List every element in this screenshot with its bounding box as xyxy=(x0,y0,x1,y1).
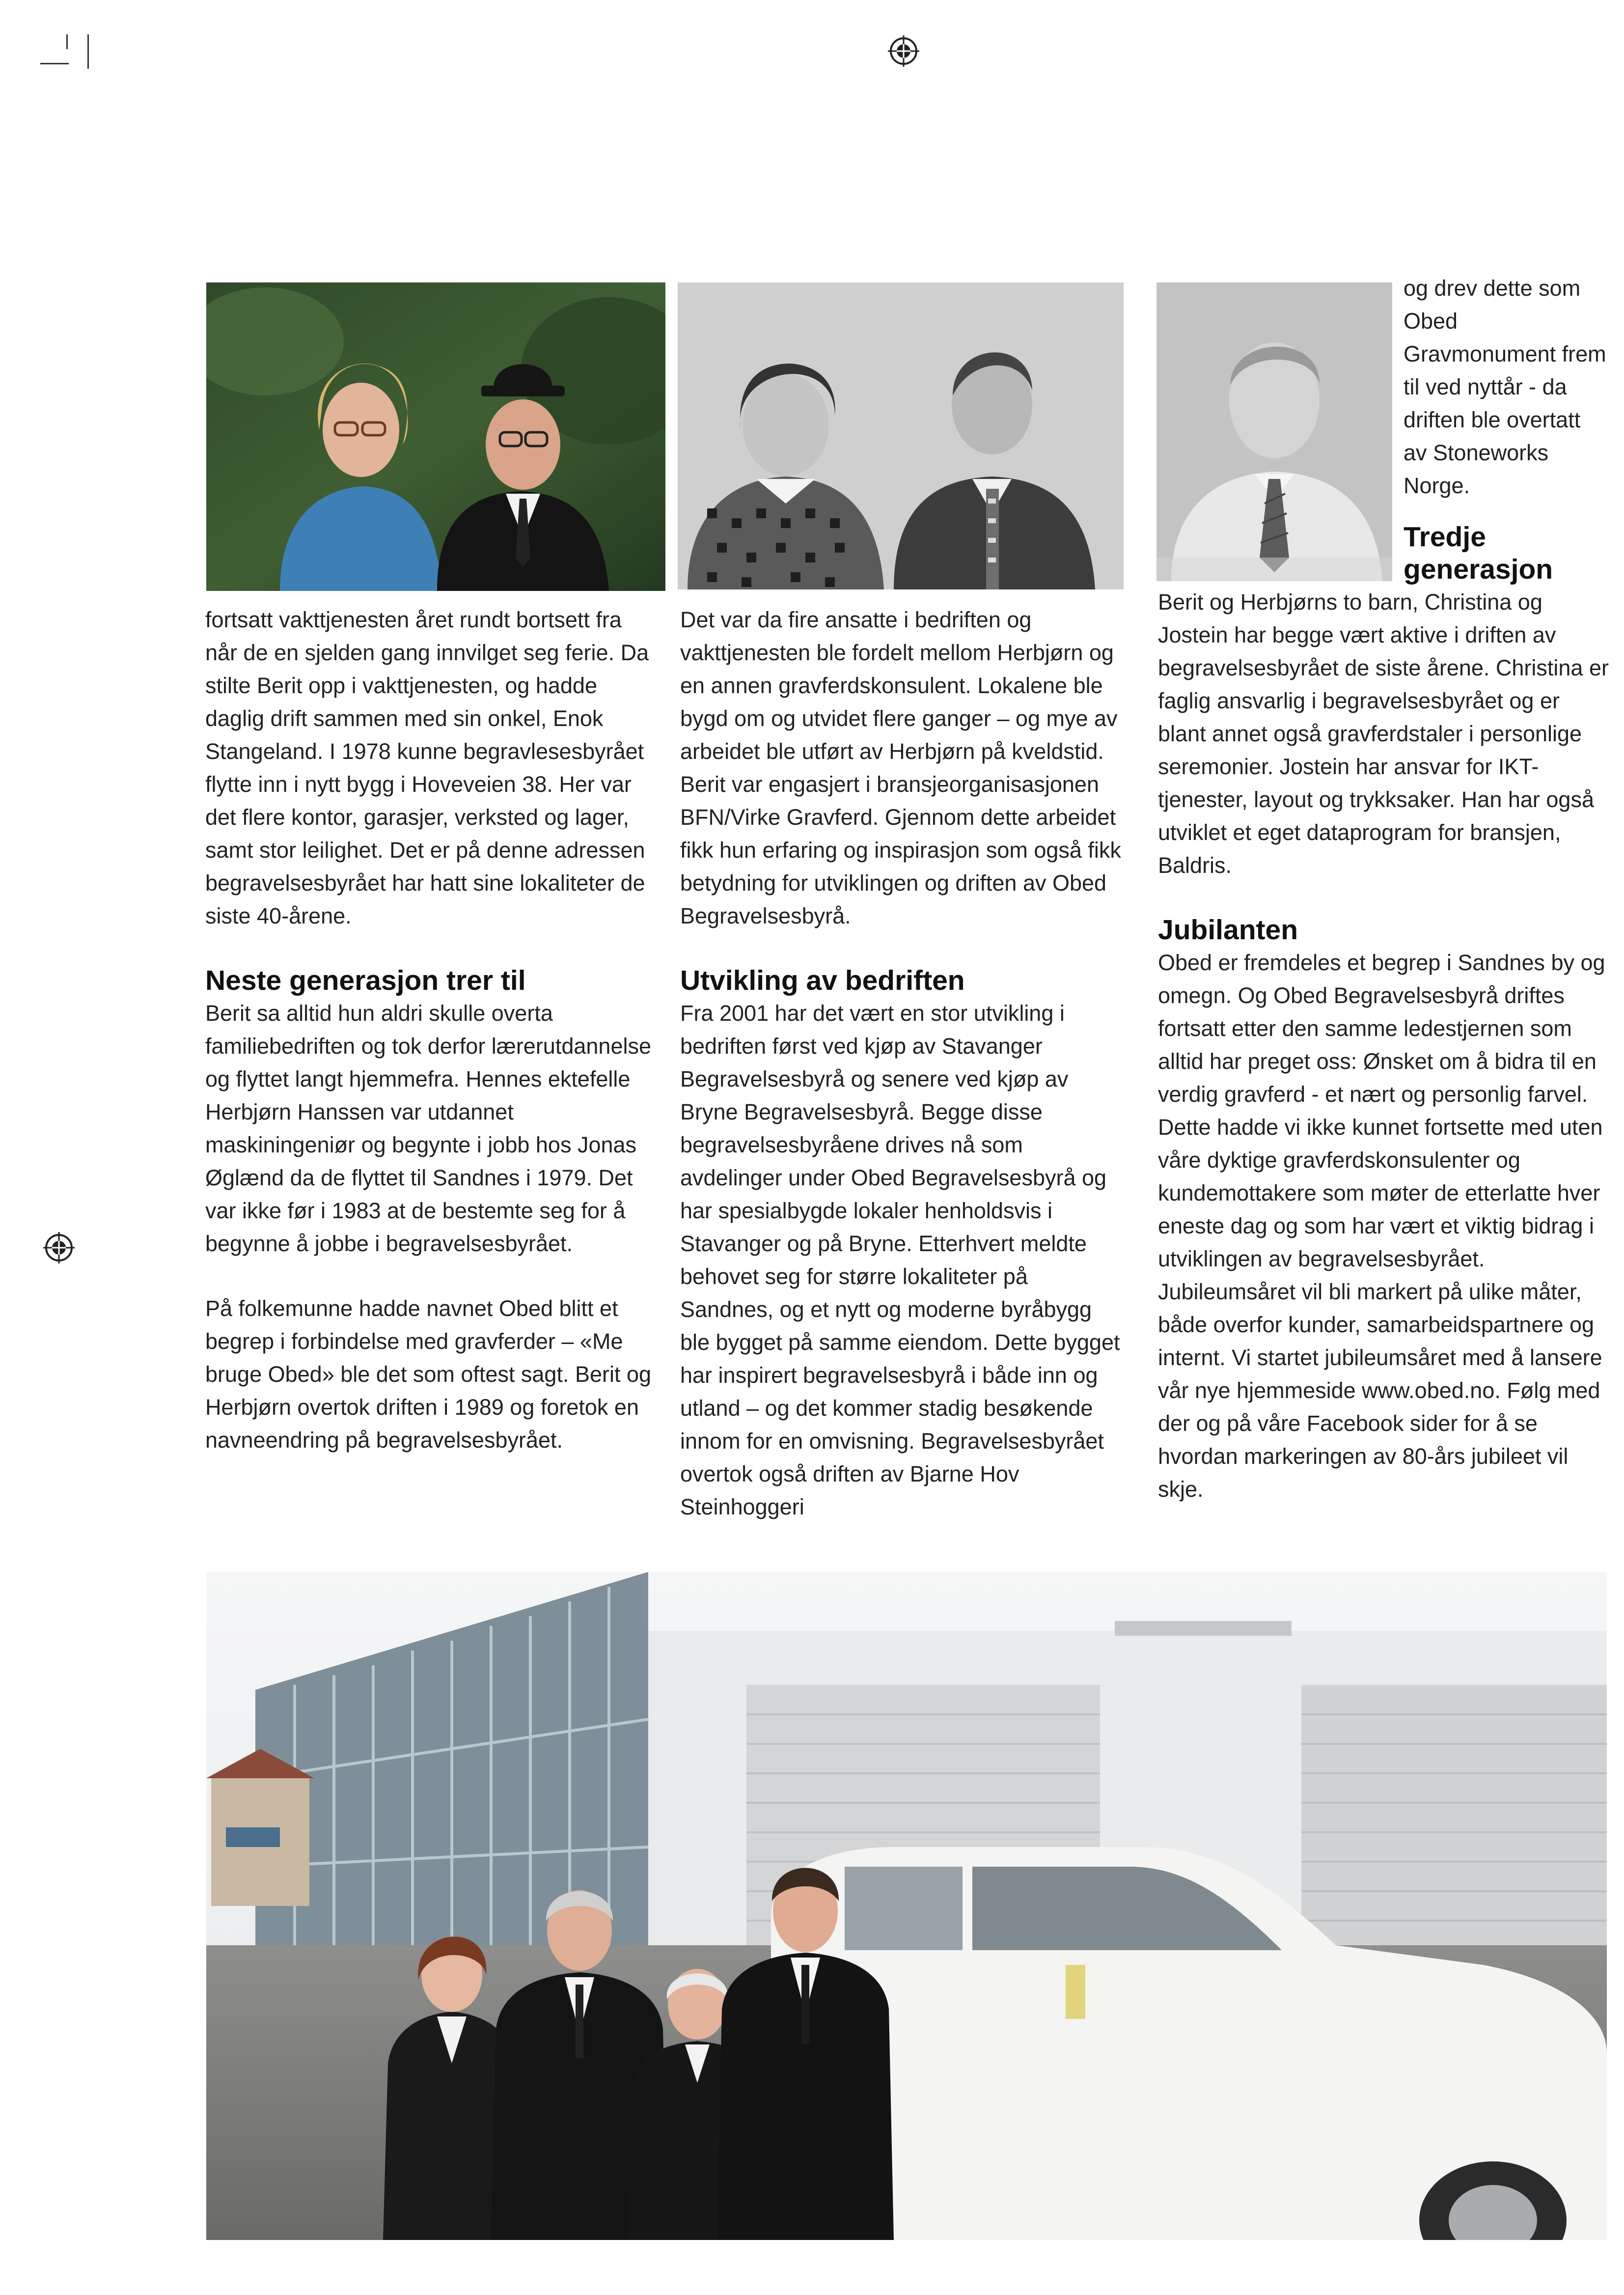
paragraph: Obed er fremdeles et begrep i Sandnes by og omegn. Og Obed Begravelsesbyrå driftes fortsatt etter den samme ledestjernen som alltid har preget oss: Ønsket om å bidra til en verdig gravferd - et nært og personlig farvel. Dette hadde vi ikke kunnet fortsette med uten våre dyktige gravferdskonsulenter og kundemottakere som møter de etterlatte hver eneste dag og som har vært et viktig bidrag i utviklingen av begravelsesbyrået. Jubileumsåret vil bli markert på ulike måter, både overfor kunder, samarbeidspartnere og internt. Vi startet jubileumsåret med å lansere vår nye hjemmeside www.obed.no. Følg med der og på våre Facebook sider for å se hvordan markeringen av 80-års jubileet vil skje. xyxy=(1158,950,1605,1502)
paragraph: Det var da fire ansatte i bedriften og vakttjenesten ble fordelt mellom Herbjørn og en annen gravferdskonsulent. Lokalene ble bygd om og utvidet flere ganger – og mye av arbeidet ble utført av Herbjørn på kveldstid. Berit var engasjert i bransjeorganisasjonen BFN/Virke Gravferd. Gjennom dette arbeidet fikk hun erfaring og inspirasjon som også fikk betydning for utviklingen og driften av Obed Begravelsesbyrå. xyxy=(680,607,1121,928)
text-column-1 xyxy=(205,603,652,1456)
registration-mark-icon xyxy=(43,1232,75,1263)
heading-utvikling: Utvikling av bedriften xyxy=(680,965,965,996)
text-column-3 xyxy=(1158,586,1609,1506)
crop-mark-v1 xyxy=(66,34,68,49)
paragraph: Berit sa alltid hun aldri skulle overta familiebedriften og tok derfor lærerutdannelse og flyttet langt hjemmefra. Hennes ektefelle Herbjørn Hanssen var utdannet maskiningeniør og begynte i jobb hos Jonas Øglænd da de flyttet til Sandnes i 1979. Det var ikke før i 1983 at de bestemte seg for å begynne å jobbe i begravelsesbyrået. xyxy=(205,1001,651,1256)
text-column-2 xyxy=(680,603,1125,1523)
paragraph: Berit og Herbjørns to barn, Christina og Jostein har begge vært aktive i driften av begravelsesbyrået de siste årene. Christina er faglig ansvarlig i begravelsesbyrået og er blant annet også gravferdstaler i personlige seremonier. Jostein har ansvar for IKT-tjenester, layout og trykksaker. Han har også utviklet et eget dataprogram for bransjen, Baldris. xyxy=(1158,589,1609,878)
heading-jubilanten: Jubilanten xyxy=(1158,914,1298,946)
paragraph: På folkemunne hadde navnet Obed blitt et begrep i forbindelse med gravferder – «Me bruge Obed» ble det som oftest sagt. Berit og Herbjørn overtok driften i 1989 og foretok en navneendring på begravelsesbyrået. xyxy=(205,1296,652,1453)
photo-portrait-bw xyxy=(1156,282,1392,581)
photo-couple-bw xyxy=(678,282,1124,589)
text-column-3-top xyxy=(1404,272,1610,586)
heading-neste-generasjon: Neste generasjon trer til xyxy=(205,965,526,996)
crop-mark-v2 xyxy=(87,34,89,69)
photo-couple-color xyxy=(206,282,665,591)
paragraph: og drev dette som Obed Gravmonument frem til ved nyttår - da driften ble overtatt av Stoneworks Norge. xyxy=(1404,276,1606,498)
paragraph: Fra 2001 har det vært en stor utvikling i bedriften først ved kjøp av Stavanger Begravelsesbyrå og senere ved kjøp av Bryne Begravelsesbyrå. Begge disse begravelsesbyråene drives nå som avdelinger under Obed Begravelsesbyrå og har spesialbygde lokaler henholdsvis i Stavanger og på Bryne. Etterhvert meldte behovet seg for større lokaliteter på Sandnes, og et nytt og moderne byråbygg ble bygget på samme eiendom. Dette bygget har inspirert begravelsesbyrå i både inn og utland – og det kommer stadig besøkende innom for en omvisning. Begravelsesbyrået overtok også driften av Bjarne Hov Steinhoggeri xyxy=(680,1001,1120,1519)
paragraph: fortsatt vakttjenesten året rundt bortsett fra når de en sjelden gang innvilget seg ferie. Da stilte Berit opp i vakttjenesten, og hadde daglig drift sammen med sin onkel, Enok Stangeland. I 1978 kunne begravlesesbyrået flytte inn i nytt bygg i Hoveveien 38. Her var det flere kontor, garasjer, verksted og lager, samt stor leilighet. Det er på denne adressen begravelsesbyrået har hatt sine lokaliteter de siste 40-årene. xyxy=(205,607,649,928)
photo-staff-hearse xyxy=(206,1572,1607,2240)
heading-tredje-generasjon: Tredje generasjon xyxy=(1404,521,1553,585)
crop-mark-h xyxy=(40,63,69,64)
registration-mark-icon xyxy=(888,35,919,67)
